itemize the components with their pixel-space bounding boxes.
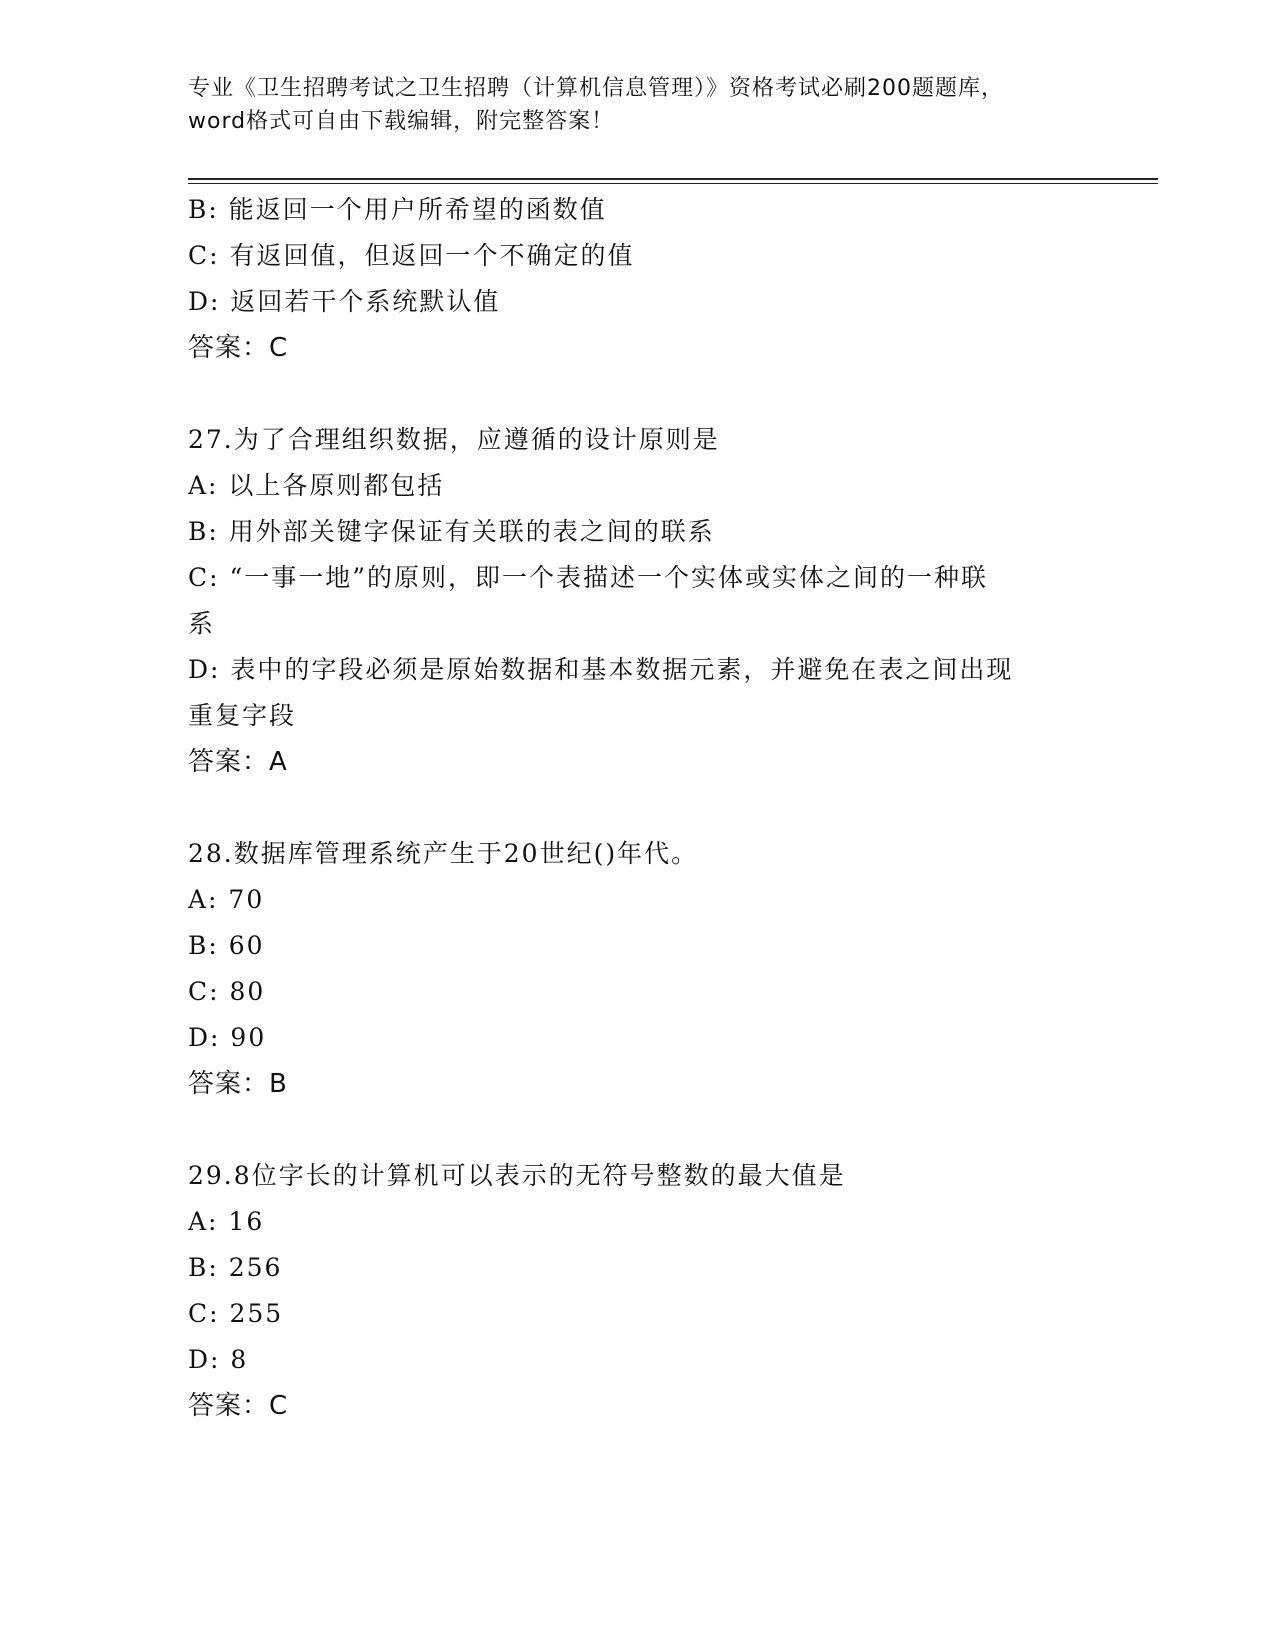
question-text: 29.8位字长的计算机可以表示的无符号整数的最大值是 bbox=[188, 1161, 846, 1190]
option-c-line-2: 系 bbox=[188, 609, 216, 638]
option-b: B: 能返回一个用户所希望的函数值 bbox=[188, 195, 607, 224]
option-b: B: 60 bbox=[188, 931, 265, 960]
question-text: 28.数据库管理系统产生于20世纪()年代。 bbox=[188, 839, 699, 868]
option-c: C: 有返回值，但返回一个不确定的值 bbox=[188, 241, 635, 270]
option-d: D: 8 bbox=[188, 1345, 249, 1374]
question-27 bbox=[188, 417, 1088, 785]
question-list bbox=[188, 187, 1088, 1429]
option-d: D: 90 bbox=[188, 1023, 267, 1052]
document-header bbox=[188, 72, 1088, 138]
header-title-line-1: 专业《卫生招聘考试之卫生招聘（计算机信息管理）》资格考试必刷200题题库， bbox=[188, 76, 1004, 101]
answer: 答案：A bbox=[188, 747, 288, 777]
option-d-line-2: 重复字段 bbox=[188, 701, 297, 730]
option-c-line-1: C: “一事一地”的原则，即一个表描述一个实体或实体之间的一种联 bbox=[188, 563, 989, 592]
answer: 答案：C bbox=[188, 1391, 289, 1421]
question-26-continued bbox=[188, 187, 1088, 371]
answer: 答案：B bbox=[188, 1069, 288, 1099]
question-29 bbox=[188, 1153, 1088, 1429]
question-text: 27.为了合理组织数据，应遵循的设计原则是 bbox=[188, 425, 720, 454]
spacer bbox=[188, 1107, 1088, 1153]
question-28 bbox=[188, 831, 1088, 1107]
option-a: A: 70 bbox=[188, 885, 265, 914]
header-divider-thin bbox=[188, 183, 1158, 184]
option-d: D: 返回若干个系统默认值 bbox=[188, 287, 501, 316]
option-c: C: 255 bbox=[188, 1299, 284, 1328]
answer: 答案：C bbox=[188, 333, 289, 363]
option-d-line-1: D: 表中的字段必须是原始数据和基本数据元素，并避免在表之间出现 bbox=[188, 655, 1014, 684]
option-a: A: 16 bbox=[188, 1207, 265, 1236]
spacer bbox=[188, 785, 1088, 831]
option-a: A: 以上各原则都包括 bbox=[188, 471, 445, 500]
option-c: C: 80 bbox=[188, 977, 266, 1006]
option-b: B: 用外部关键字保证有关联的表之间的联系 bbox=[188, 517, 715, 546]
header-title-line-2: word格式可自由下载编辑，附完整答案！ bbox=[188, 109, 615, 134]
header-divider-thick bbox=[188, 178, 1158, 180]
option-b: B: 256 bbox=[188, 1253, 283, 1282]
spacer bbox=[188, 371, 1088, 417]
